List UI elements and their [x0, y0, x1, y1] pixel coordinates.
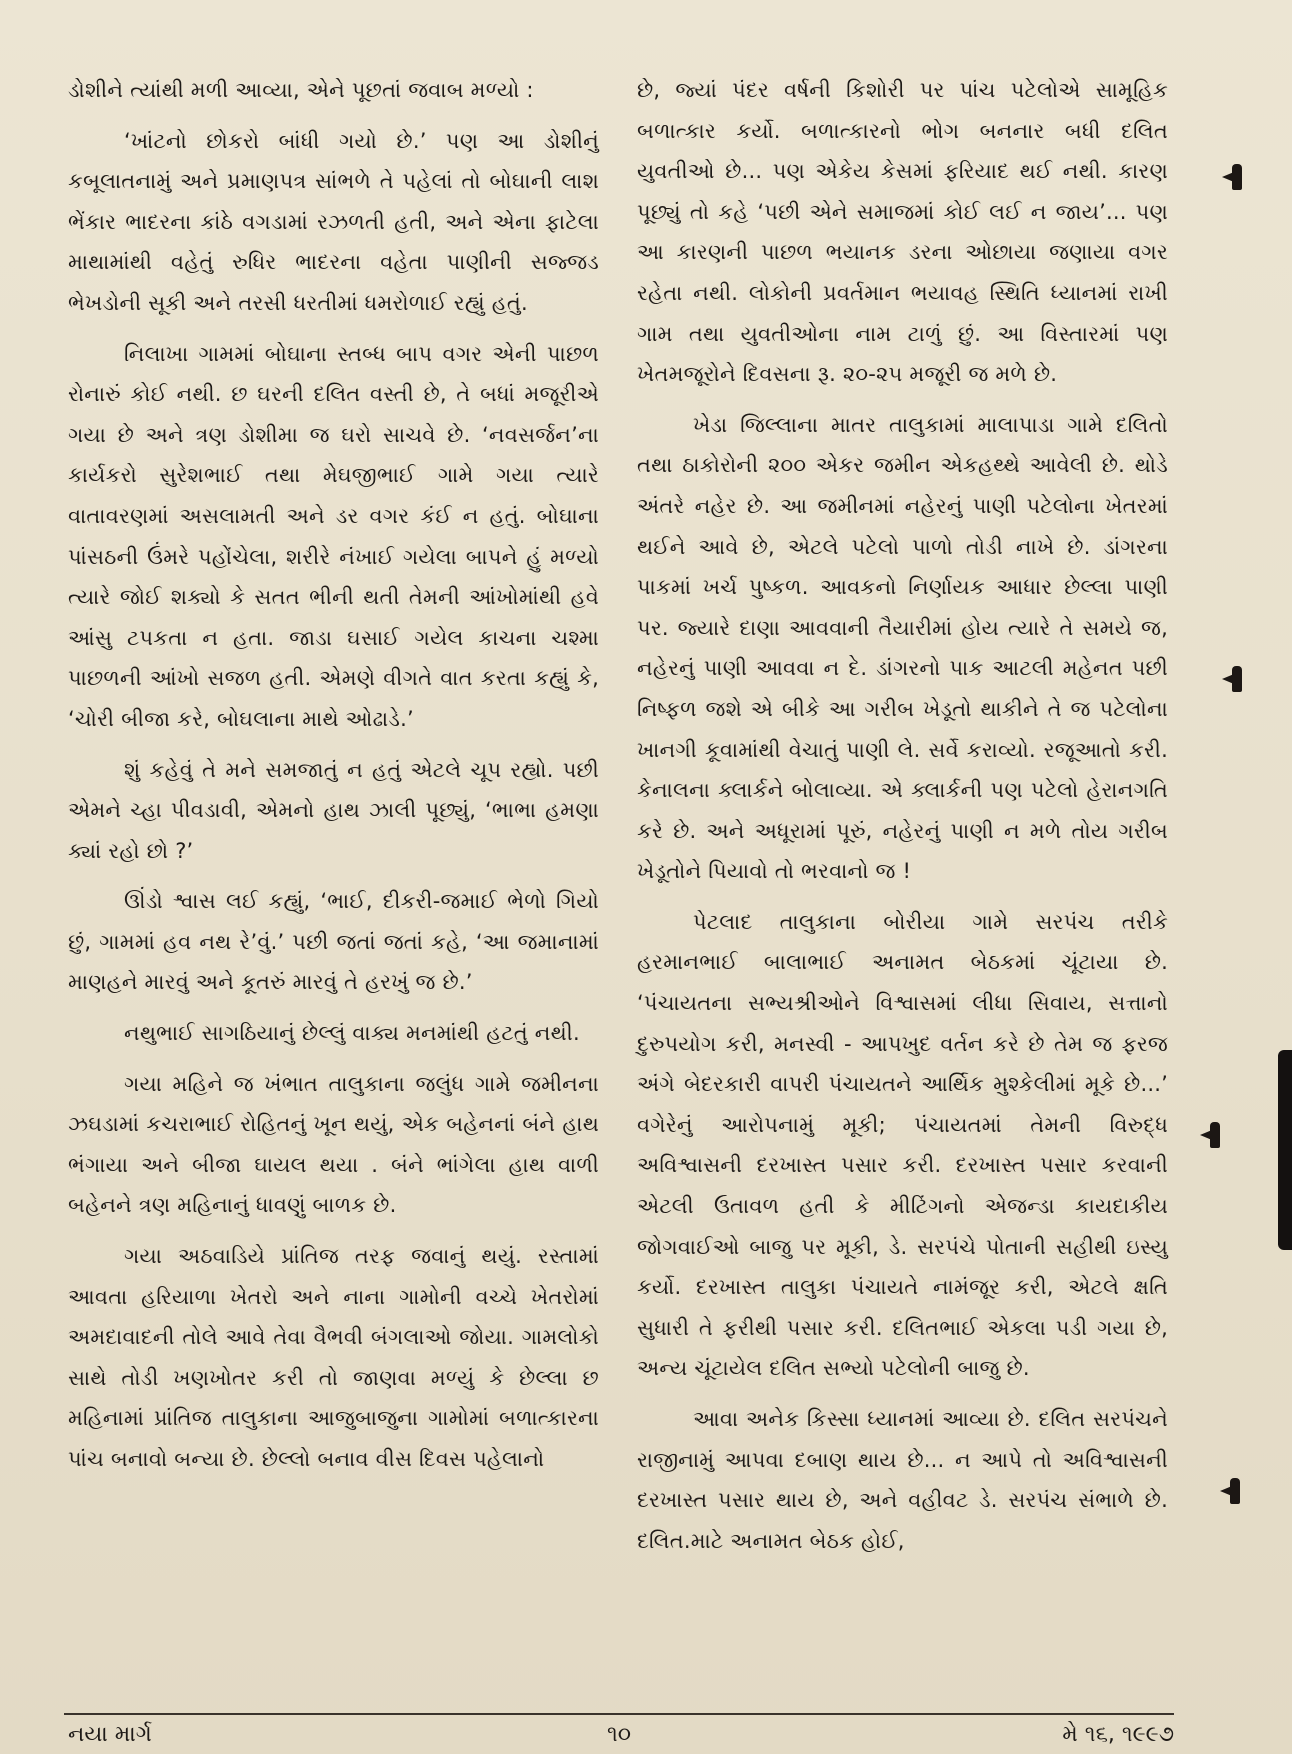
article-body [68, 70, 1168, 1610]
page-footer [64, 1718, 1174, 1752]
paragraph: ઊંડો શ્વાસ લઈ કહ્યું, ‘ભાઈ, દીકરી-જમાઈ ભેળો ગિયો છું, ગામમાં હવ નથ રે’વું.’ પછી જતાં જતાં કહે, ‘આ જમાનામાં માણહને મારવું અને કૂતરું મારવું તે હરખું જ છે.’ [68, 889, 599, 995]
paragraph: આવા અનેક કિસ્સા ધ્યાનમાં આવ્યા છે. દલિત સરપંચને રાજીનામું આપવા દબાણ થાય છે... ન આપે તો અવિશ્વાસની દરખાસ્ત પસાર થાય છે, અને વહીવટ ડે. સરપંચ સંભાળે છે. દલિત.માટે અનામત બેઠક હોઈ, [637, 1407, 1168, 1553]
paragraph: નથુભાઈ સાગઠિયાનું છેલ્લું વાક્ય મનમાંથી હટતું નથી. [124, 1021, 580, 1046]
paragraph: છે, જ્યાં પંદર વર્ષની કિશોરી પર પાંચ પટેલોએ સામૂહિક બળાત્કાર કર્યો. બળાત્કારનો ભોગ બનનાર બધી દલિત યુવતીઓ છે... પણ એકેય કેસમાં ફરિયાદ થઈ નથી. કારણ પૂછ્યું તો કહે ‘પછી એને સમાજમાં કોઈ લઈ ન જાય’... પણ આ કારણની પાછળ ભયાનક ડરના ઓછાયા જણાયા વગર રહેતા નથી. લોકોની પ્રવર્તમાન ભયાવહ સ્થિતિ ધ્યાનમાં રાખી ગામ તથા યુવતીઓના નામ ટાળું છું. આ વિસ્તારમાં પણ ખેતમજૂરોને દિવસના રૂ. ૨૦-૨૫ મજૂરી જ મળે છે. [637, 78, 1168, 387]
paragraph: ગયા મહિને જ ખંભાત તાલુકાના જલુંધ ગામે જમીનના ઝઘડામાં કચરાભાઈ રોહિતનું ખૂન થયું, એક બહેનનાં બંને હાથ ભંગાયા અને બીજા ઘાયલ થયા . બંને ભાંગેલા હાથ વાળી બહેનને ત્રણ મહિનાનું ધાવણું બાળક છે. [68, 1071, 599, 1218]
punch-hole-mark [1232, 666, 1242, 692]
paragraph: શું કહેવું તે મને સમજાતું ન હતું એટલે ચૂપ રહ્યો. પછી એમને ચ્હા પીવડાવી, એમનો હાથ ઝાલી પૂછ્યું, ‘ભાભા હમણા ક્યાં રહો છો ?’ [68, 757, 599, 863]
paragraph: ડોશીને ત્યાંથી મળી આવ્યા, એને પૂછતાં જવાબ મળ્યો : [68, 78, 534, 102]
paragraph: ‘ખાંટનો છોકરો બાંધી ગયો છે.’ પણ આ ડોશીનું કબૂલાતનામું અને પ્રમાણપત્ર સાંભળે તે પહેલાં તો બોઘાની લાશ ભેંકાર ભાદરના કાંઠે વગડામાં રઝળતી હતી, અને એના ફાટેલા માથામાંથી વહેતું રુધિર ભાદરના વહેતા પાણીની સજ્જડ ભેખડોની સૂકી અને તરસી ધરતીમાં ધમરોળાઈ રહ્યું હતું. [68, 128, 599, 315]
paragraph: પેટલાદ તાલુકાના બોરીયા ગામે સરપંચ તરીકે હરમાનભાઈ બાલાભાઈ અનામત બેઠકમાં ચૂંટાયા છે. ‘પંચાયતના સભ્યશ્રીઓને વિશ્વાસમાં લીધા સિવાય, સત્તાનો દુરુપયોગ કરી, મનસ્વી - આપખુદ વર્તન કરે છે તેમ જ ફરજ અંગે બેદરકારી વાપરી પંચાયતને આર્થિક મુશ્કેલીમાં મૂકે છે...’ વગેરેનું આરોપનામું મૂકી; પંચાયતમાં તેમની વિરુદ્ધ અવિશ્વાસની દરખાસ્ત પસાર કરી. દરખાસ્ત પસાર કરવાની એટલી ઉતાવળ હતી કે મીટિંગનો એજન્ડા કાયદાકીય જોગવાઈઓ બાજુ પર મૂકી, ડે. સરપંચે પોતાની સહીથી ઇસ્યુ કર્યો. દરખાસ્ત તાલુકા પંચાયતે નામંજૂર કરી, એટલે ક્ષતિ સુધારી તે ફરીથી પસાર કરી. દલિતભાઈ એકલા પડી ગયા છે, અન્ય ચૂંટાયેલ દલિત સભ્યો પટેલોની બાજુ છે. [637, 909, 1168, 1381]
punch-hole-mark [1230, 1478, 1240, 1504]
paragraph: ખેડા જિલ્લાના માતર તાલુકામાં માલાપાડા ગામે દલિતો તથા ઠાકોરોની ૨૦૦ એકર જમીન એકહથ્થે આવેલી છે. થોડે અંતરે નહેર છે. આ જમીનમાં નહેરનું પાણી પટેલોના ખેતરમાં થઈને આવે છે, એટલે પટેલો પાળો તોડી નાખે છે. ડાંગરના પાકમાં ખર્ચ પુષ્કળ. આવકનો નિર્ણાયક આધાર છેલ્લા પાણી પર. જ્યારે દાણા આવવાની તૈયારીમાં હોય ત્યારે તે સમયે જ, નહેરનું પાણી આવવા ન દે. ડાંગરનો પાક આટલી મહેનત પછી નિષ્ફળ જશે એ બીકે આ ગરીબ ખેડૂતો થાકીને તે જ પટેલોના ખાનગી કૂવામાંથી વેચાતું પાણી લે. સર્વે કરાવ્યો. રજૂઆતો કરી. કેનાલના ક્લાર્કને બોલાવ્યા. એ ક્લાર્કની પણ પટેલો હેરાનગતિ કરે છે. અને અધૂરામાં પૂરું, નહેરનું પાણી ન મળે તોય ગરીબ ખેડૂતોને પિયાવો તો ભરવાનો જ ! [637, 412, 1168, 884]
page-number: ૧૦ [606, 1722, 632, 1747]
publication-name: નયા માર્ગ [68, 1722, 152, 1747]
footer-divider [64, 1713, 1174, 1715]
paragraph: નિલાખા ગામમાં બોઘાના સ્તબ્ધ બાપ વગર એની પાછળ રોનારું કોઈ નથી. છ ઘરની દલિત વસ્તી છે, તે બધાં મજૂરીએ ગયા છે અને ત્રણ ડોશીમા જ ઘરો સાચવે છે. ‘નવસર્જન’ના કાર્યકરો સુરેશભાઈ તથા મેઘજીભાઈ ગામે ગયા ત્યારે વાતાવરણમાં અસલામતી અને ડર વગર કંઈ ન હતું. બોઘાના પાંસઠની ઉંમરે પહોંચેલા, શરીરે નંખાઈ ગયેલા બાપને હું મળ્યો ત્યારે જોઈ શક્યો કે સતત ભીની થતી તેમની આંખોમાંથી હવે આંસુ ટપકતા ન હતા. જાડા ઘસાઈ ગયેલ કાચના ચશ્મા પાછળની આંખો સજળ હતી. એમણે વીગતે વાત કરતા કહ્યું કે, ‘ચોરી બીજા કરે, બોઘલાના માથે ઓઢાડે.’ [68, 341, 599, 731]
torn-edge-mark [1278, 1050, 1292, 1250]
paragraph: ગયા અઠવાડિયે પ્રાંતિજ તરફ જવાનું થયું. રસ્તામાં આવતા હરિયાળા ખેતરો અને નાના ગામોની વચ્ચે ખેતરોમાં અમદાવાદની તોલે આવે તેવા વૈભવી બંગલાઓ જોયા. ગામલોકો સાથે તોડી ખણખોતર કરી તો જાણવા મળ્યું કે છેલ્લા છ મહિનામાં પ્રાંતિજ તાલુકાના આજુબાજુના ગામોમાં બળાત્કારના પાંચ બનાવો બન્યા છે. છેલ્લો બનાવ વીસ દિવસ પહેલાનો [68, 1244, 599, 1471]
punch-hole-mark [1210, 1122, 1220, 1148]
right-column [637, 70, 1168, 1610]
issue-date: મે ૧૬, ૧૯૯૭ [1062, 1722, 1174, 1747]
left-column [68, 70, 599, 1610]
punch-hole-mark [1232, 164, 1242, 190]
